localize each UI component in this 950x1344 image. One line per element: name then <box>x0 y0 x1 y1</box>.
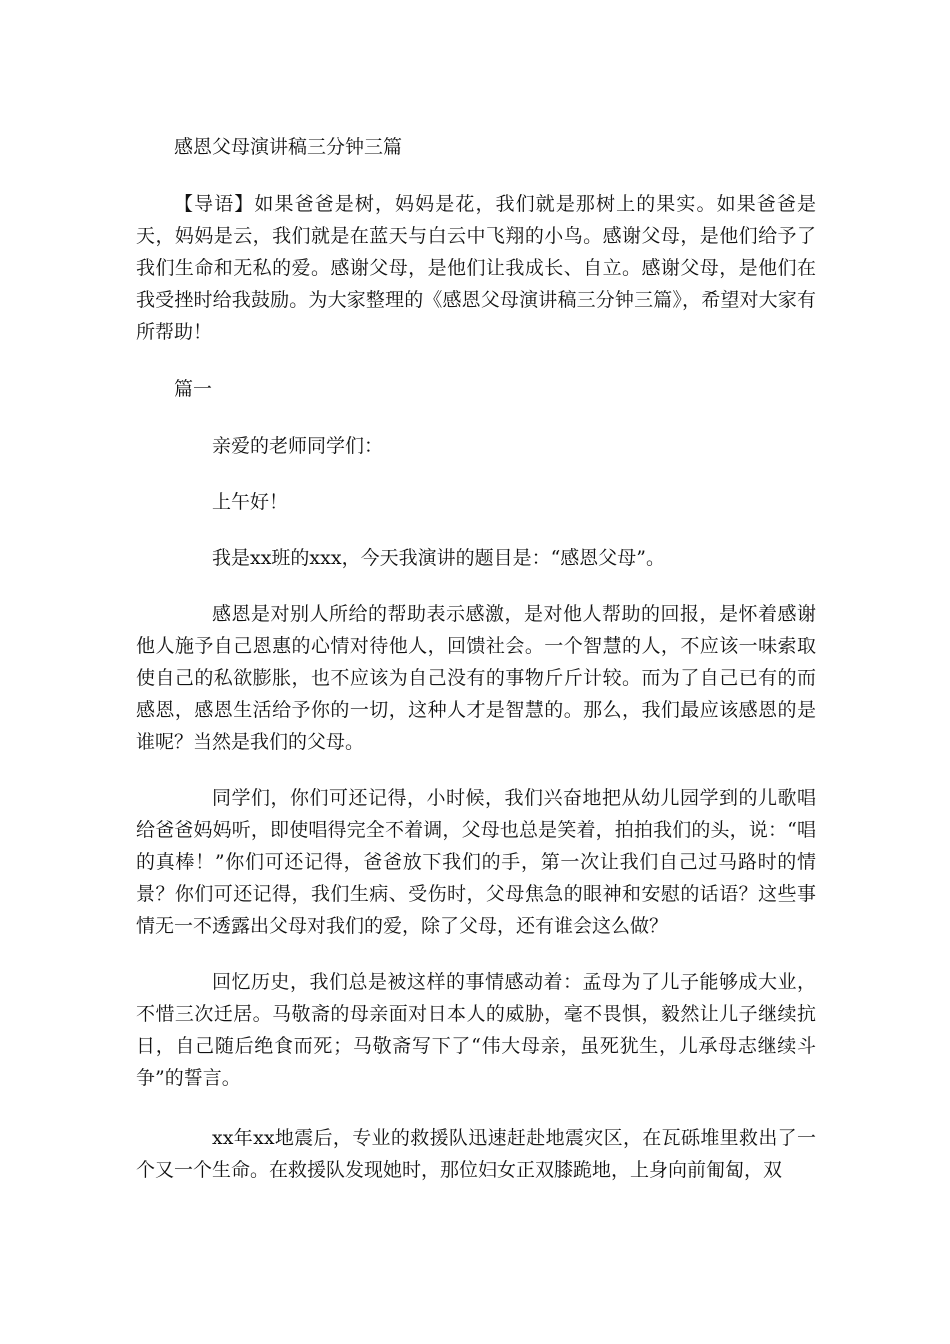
paragraph-childhood-memories: 同学们，你们可还记得，小时候，我们兴奋地把从幼儿园学到的儿歌唱给爸爸妈妈听，即使唱得完全不着调，父母也总是笑着，拍拍我们的头，说：“唱的真棒！”你们可还记得，爸爸放下我们的手，第一次让我们自己过马路时的情景？你们可还记得，我们生病、受伤时，父母焦急的眼神和安慰的话语？这些事情无一不透露出父母对我们的爱，除了父母，还有谁会这么做？ <box>136 787 816 937</box>
paragraph-history: 回忆历史，我们总是被这样的事情感动着：孟母为了儿子能够成大业，不惜三次迁居。马敬斋的母亲面对日本人的威胁，毫不畏惧，毅然让儿子继续抗日，自己随后绝食而死；马敬斋写下了“伟大母亲，虽死犹生，儿承母志继续斗争”的誓言。 <box>136 971 816 1089</box>
section-heading: 篇一 <box>174 378 213 400</box>
document-title: 感恩父母演讲稿三分钟三篇 <box>174 136 403 158</box>
paragraph-gratitude-definition: 感恩是对别人所给的帮助表示感激，是对他人帮助的回报，是怀着感谢他人施予自己恩惠的心情对待他人，回馈社会。一个智慧的人，不应该一味索取使自己的私欲膨胀，也不应该为自己没有的事物斤斤计较。而为了自己已有的而感恩，感恩生活给予你的一切，这种人才是智慧的。那么，我们最应该感恩的是谁呢？当然是我们的父母。 <box>136 603 816 753</box>
paragraph-earthquake: xx年xx地震后，专业的救援队迅速赶赴地震灾区，在瓦砾堆里救出了一个又一个生命。在救援队发现她时，那位妇女正双膝跪地，上身向前匍匐，双 <box>136 1127 816 1181</box>
paragraph-good-morning: 上午好！ <box>212 491 289 513</box>
intro-paragraph: 【导语】如果爸爸是树，妈妈是花，我们就是那树上的果实。如果爸爸是天，妈妈是云，我们就是在蓝天与白云中飞翔的小鸟。感谢父母，是他们给予了我们生命和无私的爱。感谢父母，是他们让我成长、自立。感谢父母，是他们在我受挫时给我鼓励。为大家整理的《感恩父母演讲稿三分钟三篇》，希望对大家有所帮助！ <box>136 193 816 343</box>
paragraph-self-intro: 我是xx班的xxx，今天我演讲的题目是：“感恩父母”。 <box>212 547 666 569</box>
paragraph-greeting: 亲爱的老师同学们： <box>212 435 384 457</box>
